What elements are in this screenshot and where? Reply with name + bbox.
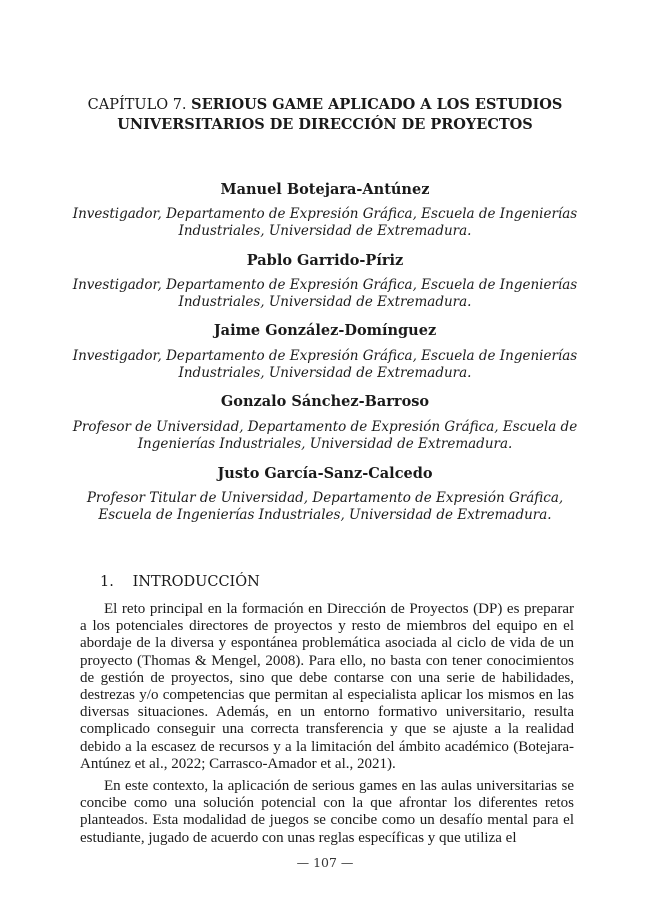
- author-name: Jaime González-Domínguez: [213, 322, 437, 339]
- section-number: 1.: [100, 574, 114, 590]
- author-affiliation: Investigador, Departamento de Expresión Gráfica, Escuela de Ingenierías Industriales, Universidad de Extremadura.: [72, 348, 578, 381]
- chapter-number: CAPÍTULO 7.: [87, 97, 187, 113]
- section-heading: [100, 573, 260, 591]
- author-affiliation: Investigador, Departamento de Expresión Gráfica, Escuela de Ingenierías Industriales, Universidad de Extremadura.: [72, 206, 578, 239]
- paragraph: En este contexto, la aplicación de serious games en las aulas universitarias se concibe como una solución potencial con la que afrontar los diferentes retos planteados. Esta modalidad de juegos se concibe como un desafío mental para el estudiante, jugado de acuerdo con unas reglas específicas y que utiliza el: [80, 778, 574, 846]
- paragraph: El reto principal en la formación en Dirección de Proyectos (DP) es preparar a los potenciales directores de proyectos y resto de miembros del equipo en el abordaje de la diversa y espontánea problemática asociada al ciclo de vida de un proyecto (Thomas & Mengel, 2008). Para ello, no basta con tener conocimientos de gestión de proyectos, sino que debe contarse con una serie de habilidades, destrezas y/o competencias que permitan al especialista aplicar los mismos en las diversas situaciones. Además, en un entorno formativo universitario, resulta complicado conseguir una correcta transferencia y que se ajuste a la realidad debido a la escasez de recursos y a la limitación del ámbito académico (Botejara-Antúnez et al., 2022; Carrasco-Amador et al., 2021).: [80, 601, 574, 772]
- author-affiliation: Profesor Titular de Universidad, Departamento de Expresión Gráfica, Escuela de Ingenierías Industriales, Universidad de Extremadura.: [86, 490, 564, 523]
- author-affiliation: Profesor de Universidad, Departamento de Expresión Gráfica, Escuela de Ingenierías Industriales, Universidad de Extremadura.: [72, 419, 578, 452]
- author-name: Pablo Garrido-Píriz: [246, 252, 404, 269]
- author-affiliation: Investigador, Departamento de Expresión Gráfica, Escuela de Ingenierías Industriales, Universidad de Extremadura.: [72, 277, 578, 310]
- chapter-heading: SERIOUS GAME APLICADO A LOS ESTUDIOS UNIVERSITARIOS DE DIRECCIÓN DE PROYECTOS: [117, 96, 563, 133]
- chapter-title: [70, 95, 580, 135]
- section-title: INTRODUCCIÓN: [132, 574, 260, 590]
- author-name: Manuel Botejara-Antúnez: [220, 181, 430, 198]
- body-text: [80, 601, 574, 852]
- author-name: Justo García-Sanz-Calcedo: [217, 465, 433, 482]
- author-name: Gonzalo Sánchez-Barroso: [220, 393, 430, 410]
- page-number: — 107 —: [296, 855, 354, 870]
